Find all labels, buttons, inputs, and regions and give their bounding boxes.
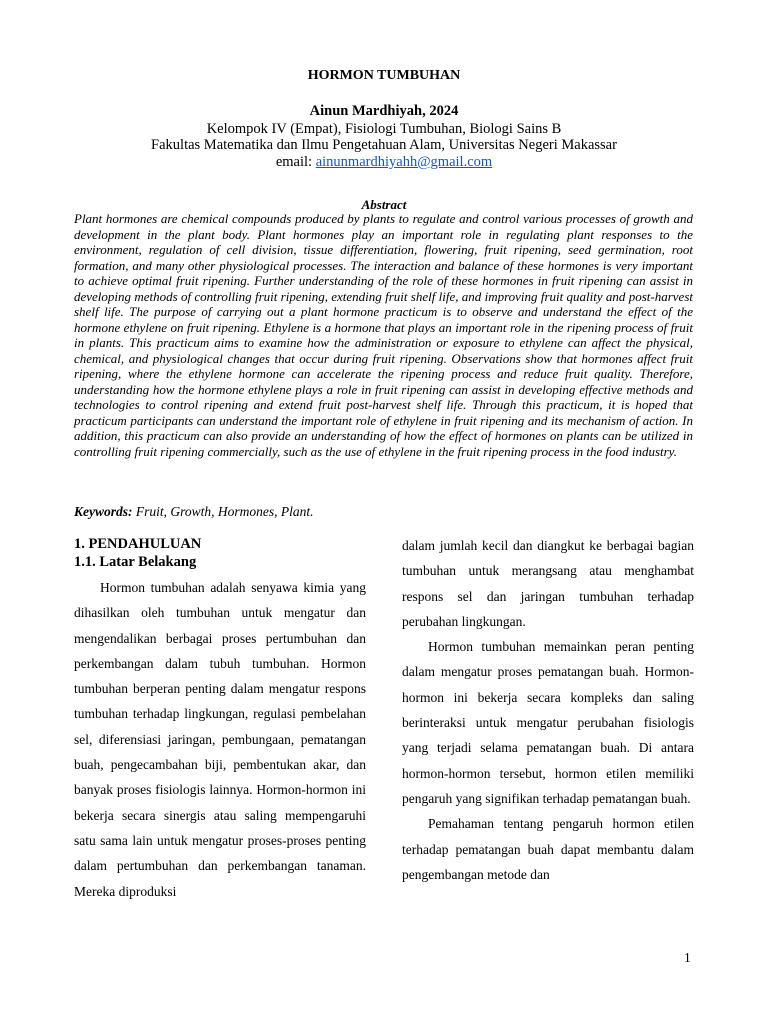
keywords-list: Fruit, Growth, Hormones, Plant.: [132, 504, 314, 519]
email-link[interactable]: ainunmardhiyahh@gmail.com: [315, 154, 493, 170]
section-heading: 1. PENDAHULUAN: [74, 536, 202, 552]
page-number: 1: [684, 950, 691, 965]
abstract-heading: Abstract: [361, 197, 407, 212]
abstract-body: Plant hormones are chemical compounds produced by plants to regulate and control various processes of growth and development in the plant body. Plant hormones play an important role in regulating plant responses to the environment, regulation of cell division, tissue differentiation, flowering, fruit ripening, seed germination, root formation, and many other physiological processes. The interaction and balance of these hormones is very important to achieve optimal fruit ripening. Further understanding of the role of these hormones in fruit ripening can assist in developing methods of controlling fruit ripening, extending fruit shelf life, and improving fruit quality and post-harvest shelf life. The purpose of carrying out a plant hormone practicum is to observe and understand the effect of the hormone ethylene on fruit ripening. Ethylene is a hormone that plays an important role in the ripening process of fruit in plants. This practicum aims to examine how the administration or exposure to ethylene can affect the physical, chemical, and physiological changes that occur during fruit ripening. Observations show that hormones affect fruit ripening, where the ethylene hormone can accelerate the ripening process and reduce fruit quality. Therefore, understanding how the hormone ethylene plays a role in fruit ripening can assist in developing effective methods and technologies to control ripening and extend fruit post-harvest shelf life. Through this practicum, it is hoped that practicum participants can understand the important role of ethylene in fruit ripening and its mechanism of action. In addition, this practicum can also provide an understanding of how the effect of hormones on plants can be utilized in controlling fruit ripening commercially, such as the use of ethylene in the fruit ripening process in the food industry.: [74, 211, 693, 459]
left-column: [74, 535, 366, 904]
body-paragraph: Pemahaman tentang pengaruh hormon etilen terhadap pematangan buah dapat membantu dalam pengembangan metode dan: [402, 816, 694, 882]
email-label: email:: [275, 154, 316, 170]
paper-title: HORMON TUMBUHAN: [307, 68, 461, 83]
affiliation-group: Kelompok IV (Empat), Fisiologi Tumbuhan, Biologi Sains B: [206, 121, 562, 137]
email-line: [0, 154, 768, 171]
subsection-heading: 1.1. Latar Belakang: [74, 554, 197, 570]
body-paragraph: Hormon tumbuhan memainkan peran penting dalam mengatur proses pematangan buah. Hormon-hormon ini bekerja secara kompleks dan saling berinteraksi untuk mengatur perubahan fisiologis yang terjadi selama pematangan buah. Di antara hormon-hormon tersebut, hormon etilen memiliki pengaruh yang signifikan terhadap pematangan buah.: [402, 639, 694, 806]
keywords-label: Keywords:: [74, 504, 133, 519]
body-paragraph: Hormon tumbuhan adalah senyawa kimia yang dihasilkan oleh tumbuhan untuk mengatur dan mengendalikan berbagai proses pertumbuhan dan perkembangan dalam tubuh tumbuhan. Hormon tumbuhan berperan penting dalam mengatur respons tumbuhan terhadap lingkungan, regulasi pembelahan sel, diferensiasi jaringan, pembungaan, pematangan buah, pengecambahan biji, pembentukan akar, dan banyak proses fisiologis lainnya. Hormon-hormon ini bekerja secara sinergis atau saling mempengaruhi satu sama lain untuk mengatur proses-proses penting dalam pertumbuhan dan perkembangan tanaman. Mereka diproduksi: [74, 580, 366, 899]
affiliation-institution: Fakultas Matematika dan Ilmu Pengetahuan Alam, Universitas Negeri Makassar: [151, 137, 617, 153]
right-column: [402, 533, 694, 887]
keywords-line: [74, 504, 693, 520]
author-line: Ainun Mardhiyah, 2024: [309, 103, 459, 119]
body-paragraph: dalam jumlah kecil dan diangkut ke berbagai bagian tumbuhan untuk merangsang atau menghambat respons sel dan jaringan tumbuhan terhadap perubahan lingkungan.: [402, 538, 694, 629]
